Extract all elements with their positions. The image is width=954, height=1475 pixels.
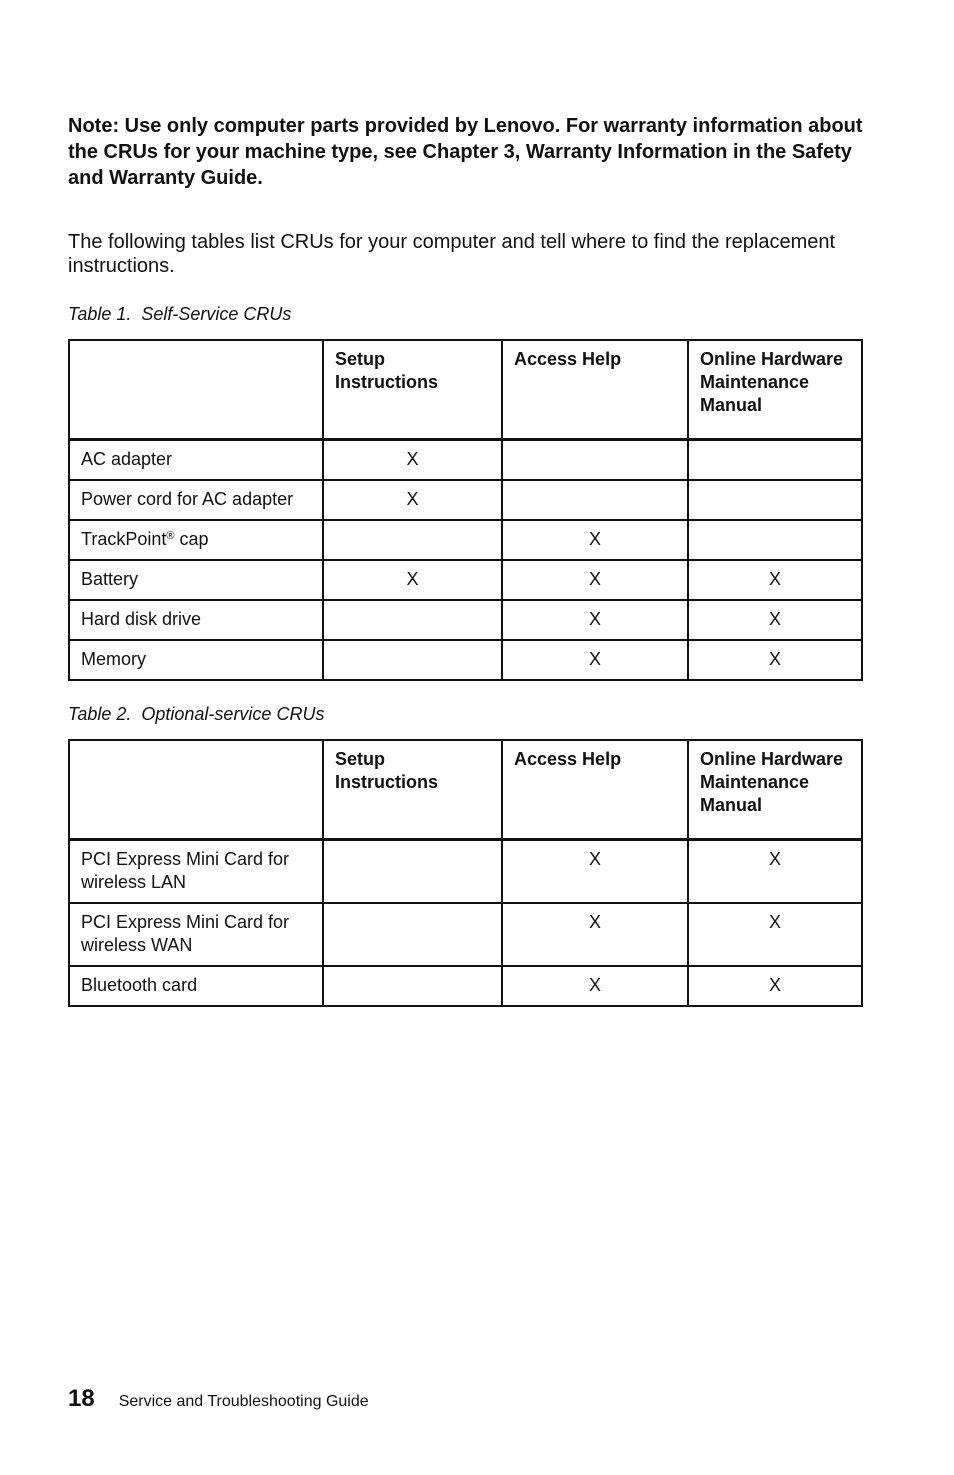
cell-setup	[323, 903, 502, 966]
intro-paragraph: The following tables list CRUs for your computer and tell where to find the replacement instructions.	[68, 231, 836, 277]
cell-online: X	[688, 640, 862, 680]
cell-online: X	[688, 840, 862, 904]
cell-setup	[323, 640, 502, 680]
row-item-label	[69, 520, 323, 560]
cell-access: X	[502, 840, 688, 904]
row-item-label: Bluetooth card	[69, 966, 323, 1006]
cell-setup	[323, 600, 502, 640]
header-item	[69, 340, 323, 440]
table-row	[69, 600, 862, 640]
cell-setup	[323, 520, 502, 560]
cell-online: X	[688, 966, 862, 1006]
cell-online	[688, 440, 862, 481]
book-title: Service and Troubleshooting Guide	[118, 1393, 369, 1410]
cell-online	[688, 480, 862, 520]
cell-access: X	[502, 600, 688, 640]
cell-online: X	[688, 560, 862, 600]
row-item-label: Hard disk drive	[69, 600, 323, 640]
header-online-hmm: Online Hardware Maintenance Manual	[688, 340, 862, 440]
header-setup-instructions: Setup Instructions	[323, 340, 502, 440]
table-row	[69, 560, 862, 600]
header-access-help: Access Help	[502, 340, 688, 440]
cell-setup	[323, 840, 502, 904]
table1-caption	[68, 303, 291, 325]
table1-caption-number: Table 1.	[68, 304, 132, 324]
header-online-hmm: Online Hardware Maintenance Manual	[688, 740, 862, 840]
row-item-label: AC adapter	[69, 440, 323, 481]
cell-access	[502, 440, 688, 481]
cell-online: X	[688, 903, 862, 966]
page-number: 18	[68, 1385, 95, 1412]
header-item	[69, 740, 323, 840]
cell-setup: X	[323, 560, 502, 600]
row-item-label: PCI Express Mini Card for wireless WAN	[69, 903, 323, 966]
table-header-row	[69, 740, 862, 840]
table-row	[69, 520, 862, 560]
table-row	[69, 480, 862, 520]
cell-online: X	[688, 600, 862, 640]
table-row	[69, 640, 862, 680]
row-item-label: Memory	[69, 640, 323, 680]
warranty-note: Note: Use only computer parts provided by Lenovo. For warranty information about the CRUs for your machine type, see Chapter 3, Warranty Information in the Safety and Warranty Guide.	[68, 115, 863, 189]
table-row	[69, 966, 862, 1006]
cell-access: X	[502, 560, 688, 600]
cell-access: X	[502, 520, 688, 560]
cell-access: X	[502, 640, 688, 680]
row-item-label: PCI Express Mini Card for wireless LAN	[69, 840, 323, 904]
cell-online	[688, 520, 862, 560]
row-item-label: Battery	[69, 560, 323, 600]
cap-label: cap	[174, 529, 209, 549]
table2-caption-title: Optional-service CRUs	[141, 704, 325, 724]
header-setup-instructions: Setup Instructions	[323, 740, 502, 840]
cell-access: X	[502, 903, 688, 966]
table-row	[69, 840, 862, 904]
cell-setup	[323, 966, 502, 1006]
table-header-row	[69, 340, 862, 440]
header-access-help: Access Help	[502, 740, 688, 840]
table-row	[69, 903, 862, 966]
table2-caption-number: Table 2.	[68, 704, 132, 724]
trackpoint-label: TrackPoint	[81, 529, 167, 549]
table1-caption-title: Self-Service CRUs	[141, 304, 292, 324]
table-row	[69, 440, 862, 481]
cell-setup: X	[323, 480, 502, 520]
optional-service-cru-table	[68, 739, 863, 1007]
row-item-label: Power cord for AC adapter	[69, 480, 323, 520]
self-service-cru-table	[68, 339, 863, 681]
cell-setup: X	[323, 440, 502, 481]
table2-caption	[68, 703, 324, 725]
cell-access: X	[502, 966, 688, 1006]
registered-mark: ®	[166, 530, 175, 542]
cell-access	[502, 480, 688, 520]
page-footer	[68, 1384, 369, 1417]
